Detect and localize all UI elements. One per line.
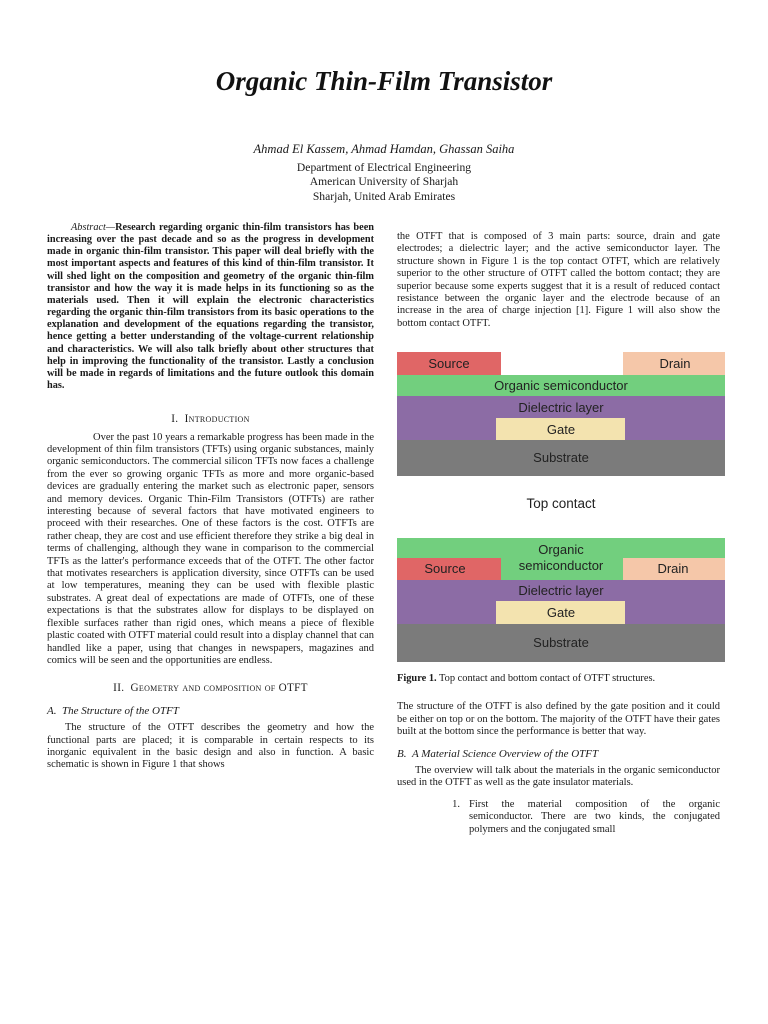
bottom-semiconductor-label-line1: Organic <box>538 542 584 557</box>
top-substrate-label: Substrate <box>533 450 589 465</box>
affiliation-line: Department of Electrical Engineering <box>296 161 472 174</box>
top-semiconductor-label: Organic semiconductor <box>494 378 628 393</box>
subsection-title: The Structure of the OTFT <box>61 704 179 717</box>
bottom-gate-label: Gate <box>546 605 576 620</box>
subsection-title: A Material Science Overview of the OTFT <box>411 747 599 760</box>
affiliation-line: Sharjah, United Arab Emirates <box>312 189 456 203</box>
top-drain-label: Drain <box>659 356 691 371</box>
intro-paragraph: Over the past 10 years a remarkable progress has been made in the development of thin film transistors (TFTs) using organic substances, mainly organic semiconductors. The commercial silicon TFTs now faces a challenge from the ever so growing organic TFTs as more and more organic-based devices are gradually entering the market such as electronic paper, sensors and memory devices. Organic Thin-Film Transistors (OTFTs) are rather interesting because of several factors that have motivated engineers to proceed with their researches. One of these factors is the cost. OTFTs are rather cheap, they are cost and use efficient therefore they strike a big deal in terms of challenging, although they wane in comparison to the commercial TFTs as the latter's performance exceeds that of the OTFT. The other factor that motivates researchers is application diversity, since OTFTs can be used at low temperatures, meaning they can be used with flexible plastic substrates. A great deal of expectations are made of OTFTs, one of these expectations is that the substrates allow for displays to be displayed on flexible surfaces rather than rigid ones, which means a piece of flexible plastic coated with OTFT material could result into a display channel that can handled like a paper, using that changes in newspapers, magazines and comics will be seen and the opportunities are endless. <box>47 431 374 666</box>
figure-caption-label: Figure 1. <box>397 673 437 684</box>
abstract-text: Research regarding organic thin-film transistors has been increasing over the past decade and so as the progress in development made in organic thin-film transistor. This paper will deal briefly with the most important aspects and features of this kind of thin-film transistor. It will shed light on the composition and geometry of the organic thin-film transistor and how the way it is made helps in its functioning so as the materials used. Then it will explain the electronic characteristics regarding the organic thin-film transistors from its basic operations to the explanation and development of the equations regarding the transistor, hence getting a better understanding of the voltage-current relationship and characteristics. We will also talk briefly about other structures that help in improving the functionality of the transistor. Lastly a conclusion will be made in regards of limitations and the future outlook this domain has. <box>47 222 374 392</box>
right-column <box>397 231 720 330</box>
section-title: Introduction <box>184 413 250 426</box>
structure-paragraph-continued: the OTFT that is composed of 3 main parts: source, drain and gate electrodes; a dielectric layer; and the active semiconductor layer. The structure shown in Figure 1 is the top contact OTFT, which are relatively superior to the other structure of OTFT called the bottom contact; they are superior because some experts suggest that it is a result of reduced contact resistance between the organic layer and the electrode because of an increase in the area of charge injection [1]. Figure 1 will also show the bottom contact OTFT. <box>397 231 720 329</box>
paper-title: Organic Thin-Film Transistor <box>215 66 553 96</box>
bottom-semiconductor-label-line2: semiconductor <box>518 558 604 573</box>
abstract-label: Abstract <box>71 222 106 233</box>
gate-position-paragraph: The structure of the OTFT is also defined by the gate position and it could be either on top or on the bottom. The majority of the OTFT have their gates built at the bottom since the performance is better that way. <box>397 701 720 738</box>
bottom-drain-label: Drain <box>657 561 689 576</box>
section-heading <box>47 413 374 425</box>
section-number: I. <box>171 413 179 426</box>
bottom-source-label: Source <box>424 561 466 576</box>
bottom-dielectric-label: Dielectric layer <box>518 583 604 598</box>
figure-caption <box>397 673 720 685</box>
section-heading <box>47 682 374 694</box>
subsection-letter: A. <box>47 704 57 717</box>
list-item-number: 1. <box>452 798 460 810</box>
bottom-substrate-label: Substrate <box>533 635 589 650</box>
section-title: Geometry and composition of OTFT <box>130 682 308 695</box>
figure-caption-text: Top contact and bottom contact of OTFT structures. <box>436 673 656 684</box>
list-item <box>397 799 720 836</box>
right-column-lower <box>397 673 720 836</box>
list-item-text: First the material composition of the organic semiconductor. There are two kinds, the conjugated polymers and the conjugated small <box>469 798 720 835</box>
affiliation <box>0 161 768 204</box>
subsection-letter: B. <box>397 747 407 760</box>
top-contact-caption: Top contact <box>526 496 596 511</box>
section-number: II. <box>113 682 125 695</box>
figure-1 <box>397 352 725 682</box>
top-source-label: Source <box>428 356 470 371</box>
top-gate-label: Gate <box>546 422 576 437</box>
affiliation-line: American University of Sharjah <box>309 175 459 189</box>
structure-paragraph: The structure of the OTFT describes the geometry and how the functional parts are placed; it is comparable in certain respects to its inorganic equivalent in the basic design and also in function. A basic schematic is shown in Figure 1 that shows <box>47 722 374 771</box>
abstract <box>47 222 374 392</box>
left-column <box>47 222 374 772</box>
abstract-dash: — <box>105 222 116 233</box>
subsection-heading <box>397 748 720 760</box>
authors: Ahmad El Kassem, Ahmad Hamdan, Ghassan Saiha <box>253 142 515 156</box>
materials-paragraph: The overview will talk about the materials in the organic semiconductor used in the OTFT as well as the gate insulator materials. <box>397 765 720 789</box>
subsection-heading <box>47 705 374 717</box>
top-dielectric-label: Dielectric layer <box>518 400 604 415</box>
otft-diagram <box>397 352 725 682</box>
